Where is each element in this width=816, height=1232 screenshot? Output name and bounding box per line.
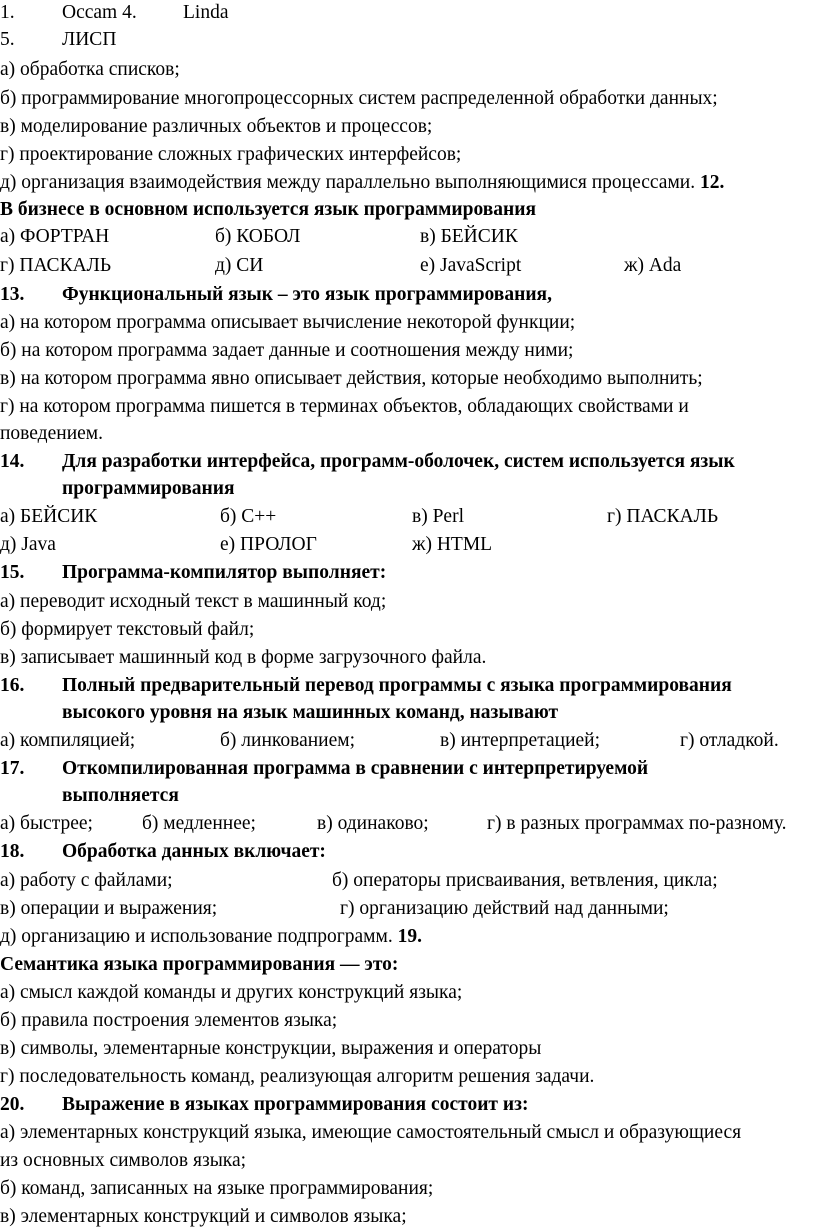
answer-option: б) операторы присваивания, ветвления, цикла;	[332, 870, 718, 891]
question-title: Функциональный язык – это язык программирования,	[62, 284, 552, 305]
answer-option: д) организацию и использование подпрограмм.	[0, 926, 393, 947]
question-number: 13.	[0, 284, 25, 305]
list-number: 1.	[0, 2, 15, 23]
answer-option: е) ПРОЛОГ	[220, 534, 317, 555]
answer-option: б) команд, записанных на языке программирования;	[0, 1178, 434, 1199]
answer-option: в) на котором программа явно описывает действия, которые необходимо выполнить;	[0, 368, 703, 389]
answer-option-with-next	[0, 170, 724, 196]
answer-option: д) организация взаимодействия между параллельно выполняющимися процессами.	[0, 172, 696, 193]
answer-option: б) линкованием;	[220, 730, 356, 751]
answer-option: е) JavaScript	[420, 255, 522, 276]
answer-option: г) проектирование сложных графических интерфейсов;	[0, 144, 462, 165]
question-number: 20.	[0, 1094, 25, 1115]
question-title: Для разработки интерфейса, программ-оболочек, систем используется язык	[62, 451, 735, 472]
question-title: Откомпилированная программа в сравнении с интерпретируемой	[62, 758, 649, 779]
answer-option: в) элементарных конструкций и символов языка;	[0, 1206, 407, 1227]
answer-option: в) Perl	[412, 506, 464, 527]
answer-option: в) операции и выражения;	[0, 898, 218, 919]
answer-option: д) СИ	[215, 255, 264, 276]
answer-option: а) быстрее;	[0, 813, 93, 834]
answer-option: г) ПАСКАЛЬ	[607, 506, 719, 527]
list-number: 5.	[0, 29, 15, 50]
answer-option: б) формирует текстовый файл;	[0, 619, 255, 640]
question-number: 18.	[0, 841, 25, 862]
answer-option: г) последовательность команд, реализующая алгоритм решения задачи.	[0, 1066, 595, 1087]
question-number: 17.	[0, 758, 25, 779]
answer-option: а) смысл каждой команды и других конструкций языка;	[0, 982, 463, 1003]
answer-option: а) компиляцией;	[0, 730, 136, 751]
answer-option: а) на котором программа описывает вычисление некоторой функции;	[0, 312, 576, 333]
question-number: 19.	[397, 926, 422, 947]
question-number: 16.	[0, 675, 25, 696]
question-number: 12.	[699, 172, 725, 193]
answer-option: ж) Ada	[624, 255, 682, 276]
answer-option: б) С++	[220, 506, 277, 527]
answer-option: в) одинаково;	[317, 813, 429, 834]
question-title: Выражение в языках программирования состоит из:	[62, 1094, 529, 1115]
list-item-text: Linda	[183, 2, 229, 23]
answer-option: а) переводит исходный текст в машинный код;	[0, 591, 387, 612]
answer-option: г) организацию действий над данными;	[340, 898, 669, 919]
answer-option: б) на котором программа задает данные и соотношения между ними;	[0, 340, 574, 361]
question-title: Обработка данных включает:	[62, 841, 326, 862]
answer-option: в) интерпретацией;	[440, 730, 601, 751]
answer-option: а) ФОРТРАН	[0, 226, 110, 247]
answer-option: г) на котором программа пишется в терминах объектов, обладающих свойствами и	[0, 396, 689, 417]
answer-option: в) записывает машинный код в форме загрузочного файла.	[0, 647, 487, 668]
answer-option: г) ПАСКАЛЬ	[0, 255, 112, 276]
answer-option: б) правила построения элементов языка;	[0, 1010, 338, 1031]
question-title: высокого уровня на язык машинных команд, называют	[62, 702, 559, 723]
answer-option: в) символы, элементарные конструкции, выражения и операторы	[0, 1038, 542, 1059]
question-title: В бизнесе в основном используется язык программирования	[0, 199, 537, 220]
question-title: Программа-компилятор выполняет:	[62, 562, 387, 583]
answer-option-continued: поведением.	[0, 423, 103, 444]
answer-option: б) медленнее;	[142, 813, 256, 834]
answer-option: д) Java	[0, 534, 56, 555]
answer-option: г) в разных программах по-разному.	[487, 813, 787, 834]
answer-option: в) БЕЙСИК	[420, 226, 518, 247]
question-title: Полный предварительный перевод программы с языка программирования	[62, 675, 732, 696]
answer-option: ж) HTML	[412, 534, 493, 555]
answer-option: г) отладкой.	[680, 730, 779, 751]
question-title: Семантика языка программирования — это:	[0, 954, 399, 975]
question-number: 14.	[0, 451, 25, 472]
answer-option: а) элементарных конструкций языка, имеющие самостоятельный смысл и образующиеся	[0, 1122, 742, 1143]
question-title: программирования	[62, 478, 235, 499]
answer-option: а) БЕЙСИК	[0, 506, 98, 527]
answer-option: а) обработка списков;	[0, 59, 180, 80]
list-item-text: ЛИСП	[62, 29, 117, 50]
answer-option: б) КОБОЛ	[215, 226, 301, 247]
question-title: выполняется	[62, 785, 179, 806]
answer-option: б) программирование многопроцессорных систем распределенной обработки данных;	[0, 88, 718, 109]
answer-option: а) работу с файлами;	[0, 870, 173, 891]
answer-option-continued: из основных символов языка;	[0, 1150, 247, 1171]
answer-option: в) моделирование различных объектов и процессов;	[0, 116, 433, 137]
list-item-text: Occam 4.	[62, 2, 137, 23]
question-number: 15.	[0, 562, 25, 583]
answer-option-with-next	[0, 924, 422, 950]
